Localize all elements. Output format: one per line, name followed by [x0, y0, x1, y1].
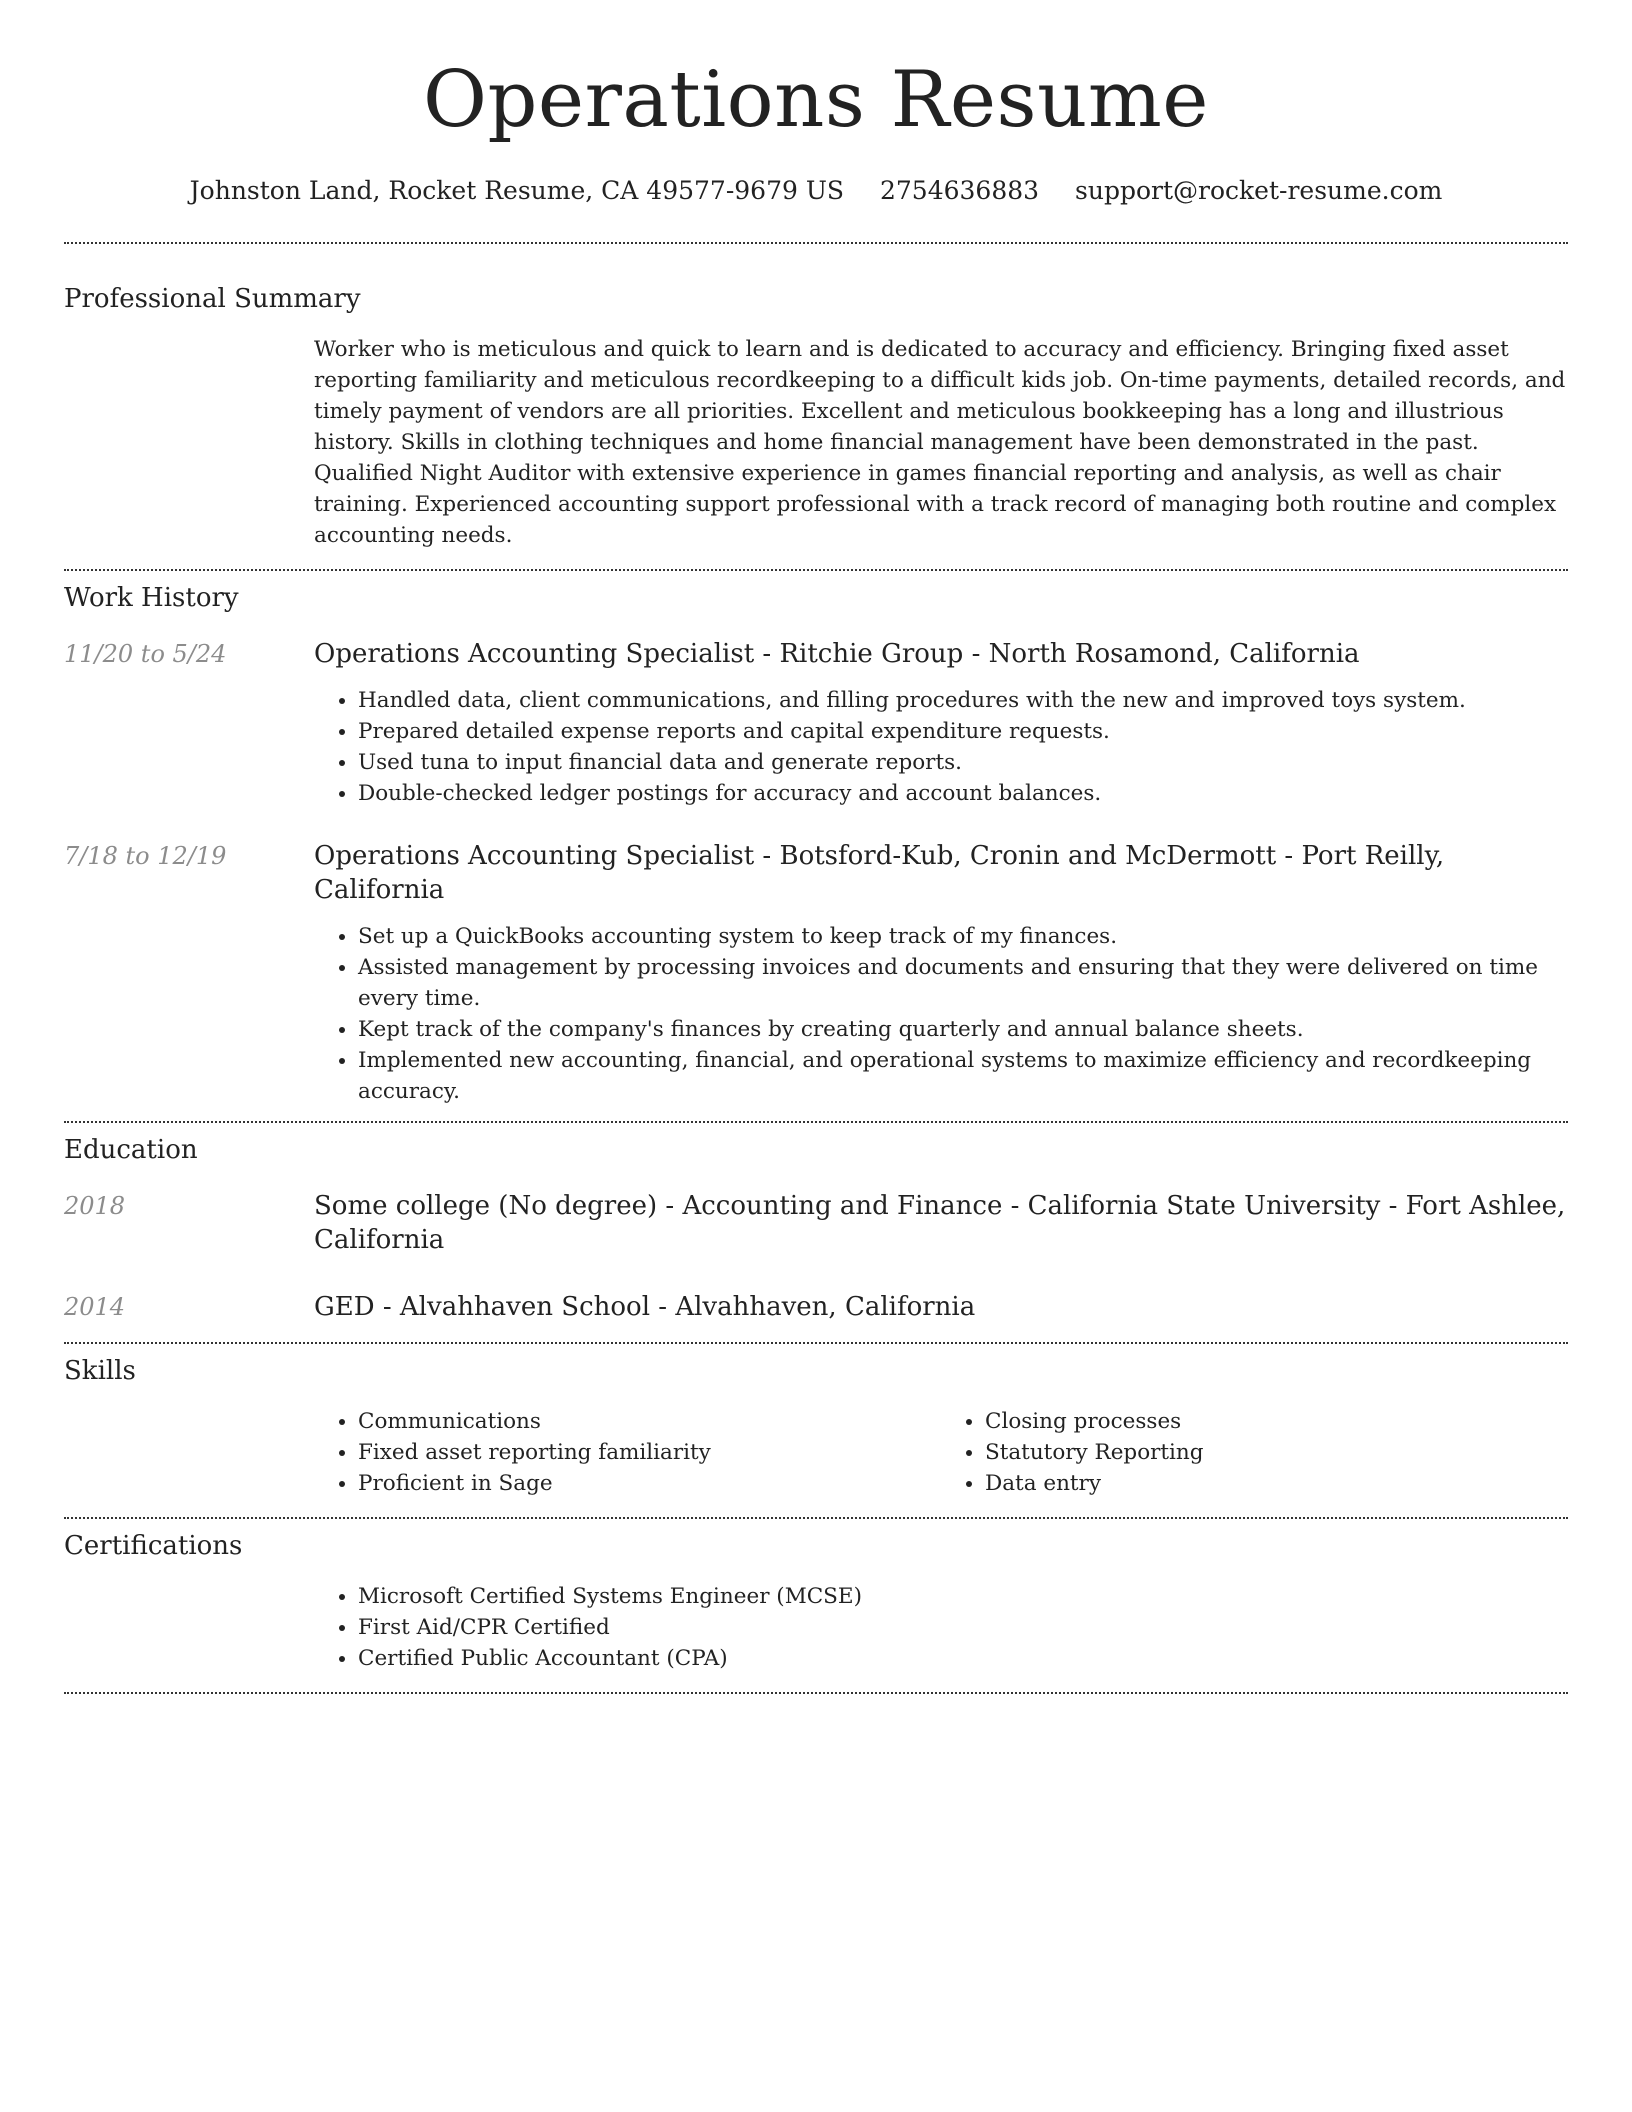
job-title: Operations Accounting Specialist - Ritchie Group - North Rosamond, California — [314, 639, 1360, 669]
education-text: Some college (No degree) - Accounting and Finance - California State University - Fort Ashlee, California — [314, 1191, 1566, 1255]
job-bullets — [314, 921, 1568, 1107]
education-entry — [64, 1290, 1568, 1324]
education-text: GED - Alvahhaven School - Alvahhaven, California — [314, 1292, 976, 1322]
contact-phone: 2754636883 — [880, 176, 1040, 205]
section-heading-summary: Professional Summary — [64, 284, 361, 314]
contact-line — [64, 174, 1568, 208]
education-year: 2014 — [64, 1293, 126, 1321]
section-heading-education: Education — [64, 1135, 198, 1165]
list-item: • Communications — [358, 1406, 941, 1437]
section-heading-skills: Skills — [64, 1356, 136, 1386]
section-heading-work: Work History — [64, 583, 239, 613]
skills-section — [64, 1344, 1568, 1499]
list-item: • Kept track of the company's finances by creating quarterly and annual balance sheets. — [358, 1014, 1568, 1045]
work-section — [64, 571, 1568, 1107]
summary-section — [64, 244, 1568, 551]
list-item: • Statutory Reporting — [985, 1437, 1568, 1468]
job-entry — [64, 637, 1568, 809]
list-item: • Data entry — [985, 1468, 1568, 1499]
divider — [64, 1692, 1568, 1694]
list-item: • Used tuna to input financial data and generate reports. — [358, 747, 1568, 778]
list-item: • Implemented new accounting, financial, and operational systems to maximize efficiency and recordkeeping accuracy. — [358, 1045, 1568, 1107]
contact-email: support@rocket-resume.com — [1075, 176, 1443, 205]
contact-address: Johnston Land, Rocket Resume, CA 49577-9679 US — [189, 176, 845, 205]
list-item: • Prepared detailed expense reports and capital expenditure requests. — [358, 716, 1568, 747]
job-dates: 7/18 to 12/19 — [64, 842, 227, 870]
section-heading-certifications: Certifications — [64, 1531, 243, 1561]
list-item: • Set up a QuickBooks accounting system to keep track of my finances. — [358, 921, 1568, 952]
job-bullets — [314, 685, 1568, 809]
list-item: • Certified Public Accountant (CPA) — [358, 1643, 1568, 1674]
list-item: • Handled data, client communications, and filling procedures with the new and improved toys system. — [358, 685, 1568, 716]
education-section — [64, 1123, 1568, 1324]
skills-list — [314, 1406, 941, 1499]
list-item: • Double-checked ledger postings for accuracy and account balances. — [358, 778, 1568, 809]
list-item: • Fixed asset reporting familiarity — [358, 1437, 941, 1468]
education-entry — [64, 1189, 1568, 1257]
job-dates: 11/20 to 5/24 — [64, 640, 227, 668]
list-item: • Assisted management by processing invoices and documents and ensuring that they were delivered on time every time. — [358, 952, 1568, 1014]
resume-title: Operations Resume — [423, 55, 1209, 145]
list-item: • Closing processes — [985, 1406, 1568, 1437]
certifications-section — [64, 1519, 1568, 1674]
list-item: • Microsoft Certified Systems Engineer (MCSE) — [358, 1581, 1568, 1612]
list-item: • Proficient in Sage — [358, 1468, 941, 1499]
job-entry — [64, 839, 1568, 1107]
certifications-list — [314, 1581, 1568, 1674]
list-item: • First Aid/CPR Certified — [358, 1612, 1568, 1643]
skills-list — [941, 1406, 1568, 1499]
job-title: Operations Accounting Specialist - Botsford-Kub, Cronin and McDermott - Port Reilly, California — [314, 841, 1445, 905]
education-year: 2018 — [64, 1192, 126, 1220]
summary-text: Worker who is meticulous and quick to learn and is dedicated to accuracy and efficiency. Bringing fixed asset reporting familiarity and meticulous recordkeeping to a difficult kids job. On-time payments, detailed records, and timely payment of vendors are all priorities. Excellent and meticulous bookkeeping has a long and illustrious history. Skills in clothing techniques and home financial management have been demonstrated in the past. Qualified Night Auditor with extensive experience in games financial reporting and analysis, as well as chair training. Experienced accounting support professional with a track record of managing both routine and complex accounting needs. — [314, 337, 1566, 548]
